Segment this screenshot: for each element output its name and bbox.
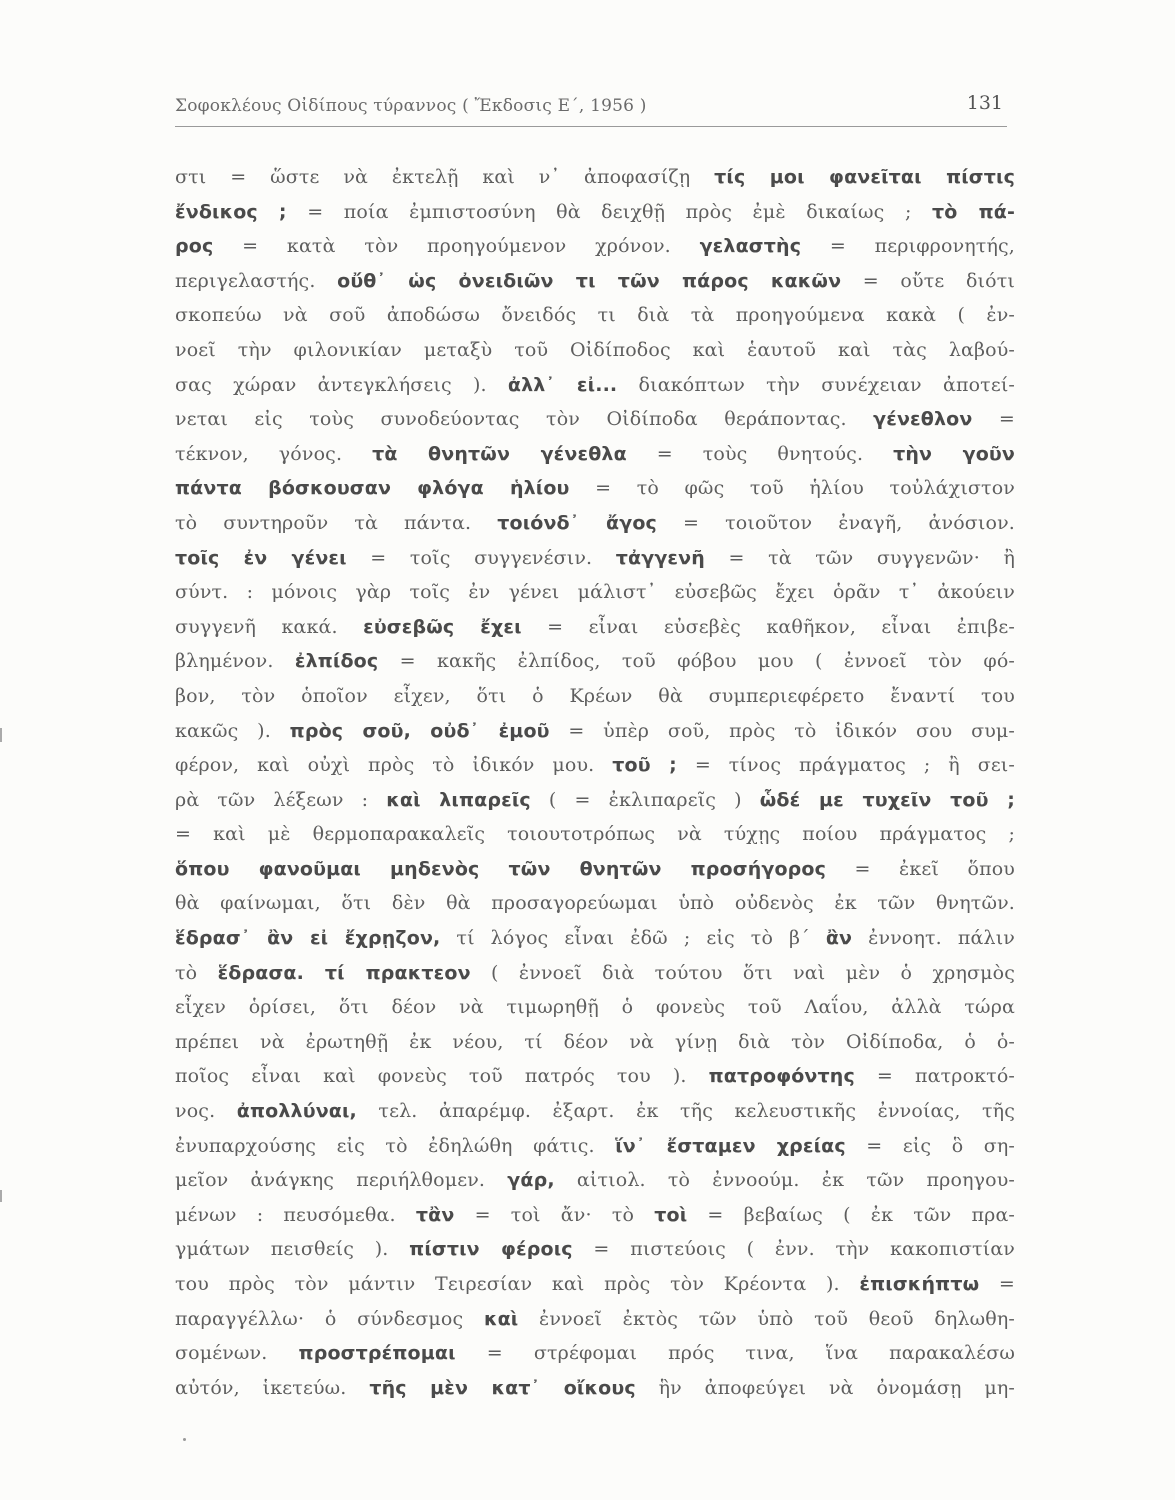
gloss-text: = βεβαίως ( ἐκ τῶν πρα- xyxy=(687,1203,1015,1226)
gloss-text: πρέπει νὰ ἐρωτηθῇ ἐκ νέου, τί δέον νὰ γίνῃ διὰ τὸν Οἰδίποδα, ὁ ὁ- xyxy=(175,1030,1015,1053)
gloss-text: βλημένον. xyxy=(175,650,295,673)
gloss-text: = τοὺς θνητούς. xyxy=(626,442,894,465)
gloss-text: = πατροκτό- xyxy=(854,1065,1016,1088)
gloss-text: = τοὶ ἄν· τὸ xyxy=(454,1203,655,1226)
text-line xyxy=(175,333,1015,368)
gloss-text: βον, τὸν ὁποῖον εἶχεν, ὅτι ὁ Κρέων θὰ συμπεριεφέρετο ἔναντί του xyxy=(175,684,1015,707)
gloss-text: τί λόγος εἶναι ἐδῶ ; εἰς τὸ β΄ xyxy=(440,927,826,950)
lemma-term: ἀπολλύναι, xyxy=(236,1100,357,1123)
gloss-text: σύντ. : μόνοις γὰρ τοῖς ἐν γένει μάλιστ᾽ εὐσεβῶς ἔχει ὁρᾶν τ᾽ ἀκούειν xyxy=(175,581,1015,604)
gloss-text: τελ. ἀπαρέμφ. ἐξαρτ. ἐκ τῆς κελευστικῆς ἐννοίας, τῆς xyxy=(356,1100,1015,1123)
gloss-text: = ἐκεῖ ὅπου xyxy=(826,857,1015,880)
lemma-term: καὶ λιπαρεῖς xyxy=(386,788,531,811)
gloss-text: του πρὸς τὸν μάντιν Τειρεσίαν καὶ πρὸς τὸν Κρέοντα ). xyxy=(175,1273,860,1295)
gloss-text: νος. xyxy=(175,1100,237,1123)
lemma-term: τίς μοι φανεῖται πίστις xyxy=(714,166,1015,188)
text-line xyxy=(175,1371,1015,1406)
lemma-term: ρος xyxy=(175,235,214,258)
text-line xyxy=(175,921,1015,956)
gloss-text: κακῶς ). xyxy=(175,719,290,742)
text-line xyxy=(175,1094,1015,1129)
gloss-text: = εἰς ὃ ση- xyxy=(845,1134,1015,1157)
gloss-text: = οὔτε διότι xyxy=(841,269,1015,292)
text-line xyxy=(175,541,1015,576)
gloss-text: = τοῖς συγγενέσιν. xyxy=(346,546,616,569)
stray-dot xyxy=(183,1438,186,1441)
text-line xyxy=(175,471,1015,506)
lemma-term: ἐλπίδος xyxy=(294,650,379,673)
gloss-text: = περιφρονητής, xyxy=(801,235,1015,258)
gloss-text: διακόπτων τὴν συνέχειαν ἀποτεί- xyxy=(617,373,1015,396)
gloss-text: ( = ἐκλιπαρεῖς ) xyxy=(530,788,760,811)
gloss-text: αὐτόν, ἱκετεύω. xyxy=(175,1376,370,1399)
text-line xyxy=(175,990,1015,1025)
lemma-term: γάρ, xyxy=(507,1169,555,1192)
lemma-term: οὔθ᾽ ὡς ὀνειδιῶν τι τῶν πάρος κακῶν xyxy=(337,269,842,292)
gloss-text: μένων : πευσόμεθα. xyxy=(175,1203,416,1226)
gloss-text: σκοπεύω νὰ σοῦ ἀποδώσω ὄνειδός τι διὰ τὰ προηγούμενα κακὰ ( ἐν- xyxy=(175,304,1015,327)
text-line xyxy=(175,644,1015,679)
gloss-text: φέρον, καὶ οὐχὶ πρὸς τὸ ἰδικόν μου. xyxy=(175,754,613,777)
lemma-term: ἐπισκήπτω xyxy=(859,1273,980,1295)
gloss-text: ἐννοητ. πάλιν xyxy=(852,927,1015,950)
text-line xyxy=(175,368,1015,403)
lemma-term: τἂν xyxy=(415,1203,455,1226)
margin-mark xyxy=(0,1190,2,1202)
text-line xyxy=(175,506,1015,541)
lemma-term: τἀγγενῆ xyxy=(615,546,705,569)
lemma-term: ἕδρασ᾽ ἂν εἰ ἔχρῃζον, xyxy=(175,927,441,950)
text-line xyxy=(175,402,1015,437)
text-line xyxy=(175,1059,1015,1094)
lemma-term: γένεθλον xyxy=(873,408,973,431)
text-line xyxy=(175,1336,1015,1371)
text-line xyxy=(175,160,1015,195)
text-line xyxy=(175,783,1015,818)
gloss-text: ποῖος εἶναι καὶ φονεὺς τοῦ πατρός του ). xyxy=(175,1065,709,1088)
lemma-term: τῆς μὲν κατ᾽ οἴκους xyxy=(369,1376,636,1399)
lemma-term: πάντα βόσκουσαν φλόγα ἡλίου xyxy=(175,477,570,500)
lemma-term: τοὶ xyxy=(654,1203,688,1226)
text-line xyxy=(175,1163,1015,1198)
page-number: 131 xyxy=(966,92,1003,114)
gloss-text: = τὸ φῶς τοῦ ἡλίου τοὐλάχιστον xyxy=(569,477,1015,500)
gloss-text: συγγενῆ κακά. xyxy=(175,615,364,638)
lemma-term: ἀλλ᾽ εἰ... xyxy=(507,373,618,396)
gloss-text: = πιστεύοις ( ἐνν. τὴν κακοπιστίαν xyxy=(572,1238,1015,1261)
gloss-text: = εἶναι εὐσεβὲς καθῆκον, εἶναι ἐπιβε- xyxy=(521,615,1015,638)
text-line xyxy=(175,195,1015,230)
lemma-term: εὐσεβῶς ἔχει xyxy=(363,615,522,638)
gloss-text: ἣν ἀποφεύγει νὰ ὀνομάσῃ μη- xyxy=(635,1376,1015,1399)
text-line xyxy=(175,1232,1015,1267)
text-line xyxy=(175,575,1015,610)
text-line xyxy=(175,1129,1015,1164)
gloss-text: νεται εἰς τοὺς συνοδεύοντας τὸν Οἰδίποδα θεράποντας. xyxy=(175,408,874,431)
lemma-term: πατροφόντης xyxy=(708,1065,855,1088)
margin-mark xyxy=(0,728,2,742)
text-line xyxy=(175,1198,1015,1233)
lemma-term: καὶ xyxy=(483,1307,519,1330)
gloss-text: παραγγέλλω· ὁ σύνδεσμος xyxy=(175,1307,484,1330)
text-line xyxy=(175,714,1015,749)
text-line xyxy=(175,229,1015,264)
gloss-text: θὰ φαίνωμαι, ὅτι δὲν θὰ προσαγορεύωμαι ὑπὸ οὐδενὸς ἐκ τῶν θνητῶν. xyxy=(175,892,1015,915)
text-line xyxy=(175,679,1015,714)
lemma-term: ἔνδικος ; xyxy=(175,200,287,223)
gloss-text: σομένων. xyxy=(175,1342,299,1365)
lemma-term: τὰ θνητῶν γένεθλα xyxy=(372,442,627,465)
running-header xyxy=(175,92,1007,124)
text-line xyxy=(175,817,1015,852)
gloss-text: γμάτων πεισθείς ). xyxy=(175,1238,410,1261)
text-line xyxy=(175,298,1015,333)
lemma-term: ἂν xyxy=(825,927,853,950)
gloss-text: ρὰ τῶν λέξεων : xyxy=(175,788,387,811)
lemma-term: τοιόνδ᾽ ἄγος xyxy=(497,511,657,534)
text-line xyxy=(175,437,1015,472)
lemma-term: προστρέπομαι xyxy=(298,1342,456,1365)
lemma-term: τοῦ ; xyxy=(612,754,677,777)
text-line xyxy=(175,852,1015,887)
gloss-text: = τὰ τῶν συγγενῶν· ἢ xyxy=(704,546,1015,569)
gloss-text: = τοιοῦτον ἐναγῆ, ἀνόσιον. xyxy=(656,511,1015,534)
lemma-term: τοῖς ἐν γένει xyxy=(175,546,347,569)
gloss-text: τὸ xyxy=(175,961,218,984)
lemma-term: πίστιν φέροις xyxy=(409,1238,573,1261)
gloss-text: = ὑπὲρ σοῦ, πρὸς τὸ ἰδικόν σου συμ- xyxy=(549,719,1015,742)
gloss-text: = xyxy=(979,1273,1016,1295)
text-line xyxy=(175,886,1015,921)
gloss-text: μεῖον ἀνάγκης περιήλθομεν. xyxy=(175,1169,508,1192)
gloss-text: = τίνος πράγματος ; ἢ σει- xyxy=(676,754,1015,777)
text-line xyxy=(175,956,1015,991)
lemma-term: ὅπου φανοῦμαι μηδενὸς τῶν θνητῶν προσήγορος xyxy=(175,857,827,880)
gloss-text: στι = ὥστε νὰ ἐκτελῇ καὶ ν᾽ ἀποφασίζῃ xyxy=(175,166,715,188)
commentary-body xyxy=(175,160,1015,1405)
gloss-text: = ποία ἐμπιστοσύνη θὰ δειχθῇ πρὸς ἐμὲ δικαίως ; xyxy=(286,200,933,223)
lemma-term: τὸ πά- xyxy=(932,200,1015,223)
gloss-text: τέκνον, γόνος. xyxy=(175,442,373,465)
gloss-text: = κατὰ τὸν προηγούμενον χρόνον. xyxy=(213,235,700,258)
gloss-text: ( ἐννοεῖ διὰ τούτου ὅτι ναὶ μὲν ὁ χρησμὸς xyxy=(470,961,1015,984)
gloss-text: σας χώραν ἀντεγκλήσεις ). xyxy=(175,373,508,396)
text-line xyxy=(175,1267,1015,1302)
text-line xyxy=(175,610,1015,645)
lemma-term: πρὸς σοῦ, οὐδ᾽ ἐμοῦ xyxy=(289,719,550,742)
gloss-text: = xyxy=(972,408,1015,431)
gloss-text: ἐνυπαρχούσης εἰς τὸ ἐδηλώθη φάτις. xyxy=(175,1134,616,1157)
gloss-text: περιγελαστής. xyxy=(175,269,338,292)
gloss-text: = καὶ μὲ θερμοπαρακαλεῖς τοιουτοτρόπως νὰ τύχῃς ποίου πράγματος ; xyxy=(175,823,1015,846)
header-title: Σοφοκλέους Οἰδίπους τύραννος ( Ἔκδοσις Ε΄, 1956 ) xyxy=(175,96,647,116)
lemma-term: τὴν γοῦν xyxy=(893,442,1015,465)
text-line xyxy=(175,264,1015,299)
gloss-text: = στρέφομαι πρός τινα, ἵνα παρακαλέσω xyxy=(455,1342,1015,1365)
header-rule xyxy=(175,126,1007,127)
gloss-text: εἶχεν ὁρίσει, ὅτι δέον νὰ τιμωρηθῇ ὁ φονεὺς τοῦ Λαΐου, ἀλλὰ τώρα xyxy=(175,996,1015,1019)
text-line xyxy=(175,748,1015,783)
gloss-text: ἐννοεῖ ἐκτὸς τῶν ὑπὸ τοῦ θεοῦ δηλωθη- xyxy=(518,1307,1015,1330)
lemma-term: ἕδρασα. τί πρακτεον xyxy=(217,961,471,984)
gloss-text: = κακῆς ἐλπίδος, τοῦ φόβου μου ( ἐννοεῖ τὸν φό- xyxy=(378,650,1015,673)
lemma-term: ἵν᾽ ἔσταμεν χρείας xyxy=(615,1134,846,1157)
text-line xyxy=(175,1302,1015,1337)
lemma-term: ὧδέ με τυχεῖν τοῦ ; xyxy=(759,788,1015,811)
text-line xyxy=(175,1025,1015,1060)
gloss-text: αἰτιολ. τὸ ἐννοούμ. ἐκ τῶν προηγου- xyxy=(554,1169,1015,1192)
lemma-term: γελαστὴς xyxy=(699,235,802,258)
gloss-text: νοεῖ τὴν φιλονικίαν μεταξὺ τοῦ Οἰδίποδος καὶ ἑαυτοῦ καὶ τὰς λαβού- xyxy=(175,338,1015,361)
gloss-text: τὸ συντηροῦν τὰ πάντα. xyxy=(175,511,498,534)
